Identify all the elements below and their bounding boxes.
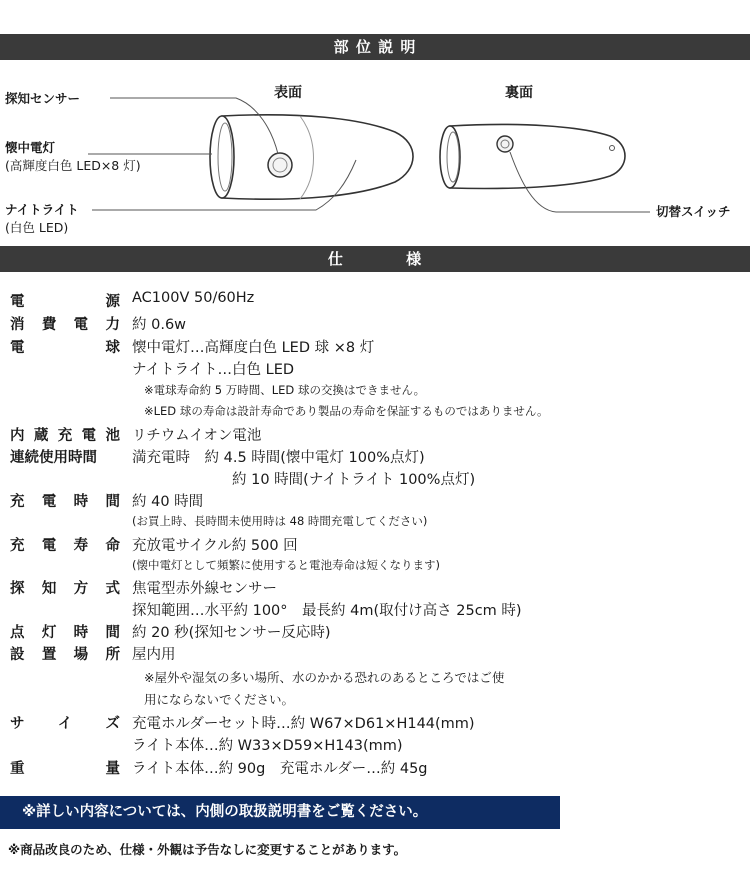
spec-value-size-1: 充電ホルダーセット時…約 W67×D61×H144(mm) (132, 716, 475, 732)
front-view-flashlight (210, 115, 413, 199)
back-view-label: 裏面 (505, 85, 533, 101)
spec-value-charge-life: 充放電サイクル約 500 回 (132, 538, 298, 554)
spec-value-battery: リチウムイオン電池 (132, 428, 262, 444)
footnote: ※商品改良のため、仕様・外観は予告なしに変更することがあります。 (8, 842, 407, 857)
spec-value-charge-time: 約 40 時間 (132, 494, 204, 510)
spec-label-power: 電 源 (10, 294, 120, 310)
spec-note-location-1: ※屋外や湿気の多い場所、水のかかる恐れのあるところではご使 (144, 670, 505, 685)
spec-note-bulb-2: ※LED 球の寿命は設計寿命であり製品の寿命を保証するものではありません。 (144, 404, 549, 418)
notice-banner (0, 796, 560, 829)
spec-note-charge-life: (懐中電灯として頻繁に使用すると電池寿命は短くなります) (132, 558, 440, 572)
spec-value-location: 屋内用 (132, 647, 176, 663)
switch-button (497, 136, 513, 152)
back-view-flashlight (440, 124, 625, 188)
spec-label-charge-life: 充 電 寿 命 (10, 538, 120, 554)
spec-value-light-time: 約 20 秒(探知センサー反応時) (132, 625, 331, 641)
nightlight-callout-detail: (白色 LED) (5, 220, 69, 235)
flashlight-callout-detail: (高輝度白色 LED×8 灯) (5, 158, 141, 173)
spec-label-bulb: 電 球 (10, 340, 120, 356)
spec-section-header (0, 246, 750, 272)
parts-diagram (0, 60, 750, 246)
spec-section-title: 仕 様 (327, 250, 423, 268)
spec-value-runtime-1: 満充電時 約 4.5 時間(懐中電灯 100%点灯) (132, 450, 425, 466)
spec-value-runtime-2: 約 10 時間(ナイトライト 100%点灯) (232, 472, 476, 488)
spec-label-detection: 探 知 方 式 (10, 581, 120, 597)
spec-label-consumption: 消 費 電 力 (10, 317, 120, 333)
notice-text: ※詳しい内容については、内側の取扱説明書をご覧ください。 (22, 804, 428, 820)
spec-value-detection-1: 焦電型赤外線センサー (132, 581, 277, 597)
sensor-window (268, 153, 292, 177)
spec-value-detection-2: 探知範囲…水平約 100° 最長約 4m(取付け高さ 25cm 時) (132, 603, 522, 619)
spec-note-bulb-1: ※電球寿命約 5 万時間、LED 球の交換はできません。 (144, 383, 426, 397)
switch-callout: 切替スイッチ (656, 204, 731, 219)
spec-value-consumption: 約 0.6w (132, 317, 187, 333)
spec-label-runtime: 連続使用時間 (10, 450, 97, 466)
flashlight-illustration (0, 60, 750, 246)
spec-value-size-2: ライト本体…約 W33×D59×H143(mm) (132, 738, 403, 754)
spec-value-bulb-2: ナイトライト…白色 LED (132, 362, 295, 378)
parts-section-header (0, 34, 750, 60)
spec-label-size: サ イ ズ (10, 716, 120, 732)
sensor-callout: 探知センサー (5, 91, 81, 106)
spec-note-location-2: 用にならないでください。 (144, 692, 295, 707)
spec-value-power: AC100V 50/60Hz (132, 290, 255, 306)
spec-label-charge-time: 充 電 時 間 (10, 494, 120, 510)
spec-label-weight: 重 量 (10, 761, 120, 777)
spec-value-weight: ライト本体…約 90g 充電ホルダー…約 45g (132, 761, 428, 777)
parts-section-title: 部 位 説 明 (333, 38, 417, 56)
spec-label-light-time: 点 灯 時 間 (10, 625, 120, 641)
spec-label-battery: 内 蔵 充 電 池 (10, 428, 120, 444)
flashlight-callout: 懐中電灯 (5, 140, 56, 155)
spec-value-bulb-1: 懐中電灯…高輝度白色 LED 球 ×8 灯 (132, 340, 375, 356)
front-view-label: 表面 (274, 85, 302, 101)
nightlight-callout: ナイトライト (5, 202, 79, 217)
spec-note-charge-time: (お買上時、長時間未使用時は 48 時間充電してください) (132, 514, 428, 528)
spec-label-location: 設 置 場 所 (10, 647, 120, 663)
